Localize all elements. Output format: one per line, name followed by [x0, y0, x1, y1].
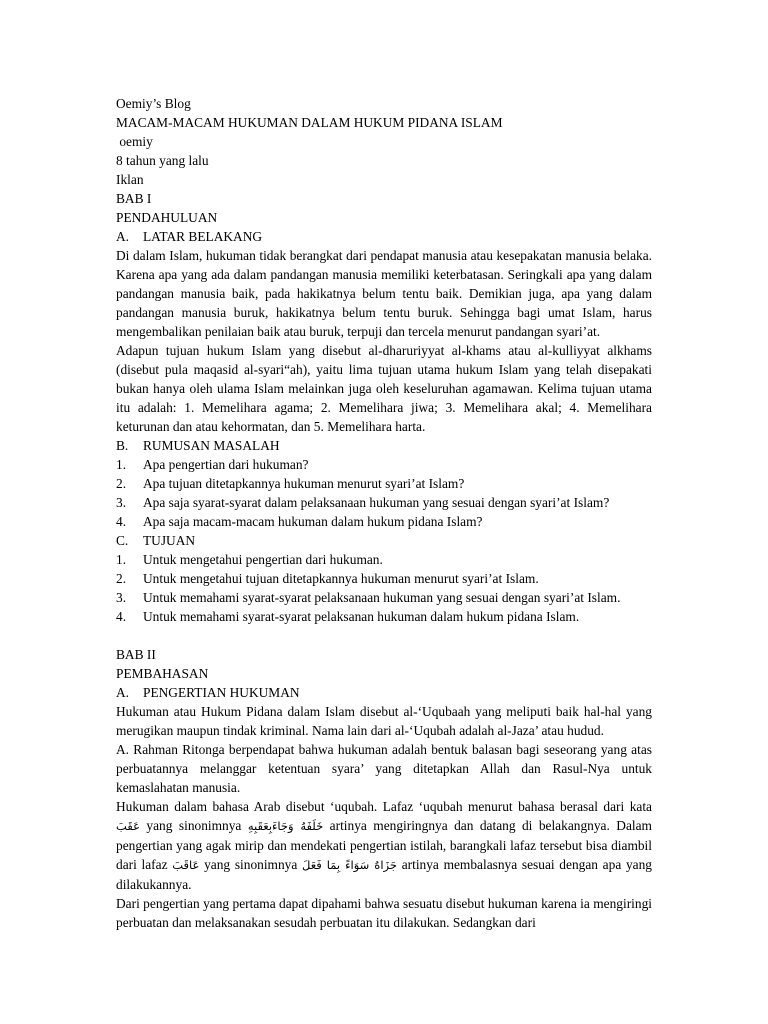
section-title: TUJUAN	[143, 533, 196, 548]
section-title: LATAR BELAKANG	[143, 229, 263, 244]
post-date: 8 tahun yang lalu	[116, 153, 209, 168]
list-number: 1.	[116, 457, 127, 472]
list-number: 2.	[116, 571, 127, 586]
author-label[interactable]: oemiy	[119, 134, 153, 149]
paragraph-pengertian-2: A. Rahman Ritonga berpendapat bahwa hukuman adalah bentuk balasan bagi seseorang yang atas perbuatannya melanggar ketentuan syara’ yang ditetapkan Allah dan Rasul-Nya untuk kemaslahatan manusia.	[116, 742, 652, 795]
arabic-term: عَقَبَ	[116, 819, 140, 833]
section-heading-tujuan	[116, 531, 652, 550]
list-text: Untuk memahami syarat-syarat pelaksanaan hukuman yang sesuai dengan syari’at Islam.	[143, 590, 621, 605]
list-text: Untuk mengetahui pengertian dari hukuman.	[143, 552, 383, 567]
text-run: Hukuman dalam bahasa Arab disebut ‘uqubah. Lafaz ‘uqubah menurut bahasa berasal dari kata	[116, 799, 652, 814]
list-number: 1.	[116, 552, 127, 567]
list-item	[116, 588, 652, 607]
paragraph-latar-belakang-2: Adapun tujuan hukum Islam yang disebut al-dharuriyyat al-khams atau al-kulliyyat alkhams (disebut pula maqasid al-syari“ah), yaitu lima tujuan utama hukum Islam yang telah disepakati bukan hanya oleh ulama Islam melainkan juga oleh keseluruhan agamawan. Kelima tujuan utama itu adalah: 1. Memelihara agama; 2. Memelihara jiwa; 3. Memelihara akal; 4. Memelihara keturunan dan atau kehormatan, dan 5. Memelihara harta.	[116, 343, 652, 434]
list-number: 2.	[116, 476, 127, 491]
text-run: artinya mengiringnya dan datang di belakangnya. Dalam pengertian yang agak mirip dan mendekati pengertian istilah, barangkali lafaz tersebut bisa diambil dari lafaz	[116, 818, 652, 872]
paragraph-pengertian-4: Dari pengertian yang pertama dapat dipahami bahwa sesuatu disebut hukuman karena ia mengiringi perbuatan dan melaksanakan sesudah perbuatan itu dilakukan. Sedangkan dari	[116, 896, 652, 930]
rumusan-masalah-list	[116, 455, 652, 531]
tujuan-list	[116, 550, 652, 626]
paragraph-pengertian-1: Hukuman atau Hukum Pidana dalam Islam disebut al-‘Uqubaah yang meliputi baik hal-hal yang merugikan maupun tindak kriminal. Nama lain dari al-‘Uqubah adalah al-Jaza’ atau hudud.	[116, 704, 652, 738]
list-item	[116, 493, 652, 512]
paragraph-pengertian-3	[116, 797, 652, 894]
section-heading-pengertian-hukuman	[116, 683, 652, 702]
list-item	[116, 569, 652, 588]
list-text: Untuk memahami syarat-syarat pelaksanan hukuman dalam hukum pidana Islam.	[143, 609, 580, 624]
text-run: yang sinonimnya	[204, 857, 298, 872]
section-letter: A.	[116, 229, 130, 244]
blank-line	[116, 626, 652, 645]
list-number: 4.	[116, 514, 127, 529]
bab2-heading: BAB II	[116, 647, 156, 662]
list-text: Untuk mengetahui tujuan ditetapkannya hukuman menurut syari’at Islam.	[143, 571, 539, 586]
arabic-term: خَلَفَهُ وَجَاءَبِعَقَبِهِ	[247, 819, 324, 833]
list-item	[116, 550, 652, 569]
list-item	[116, 512, 652, 531]
paragraph-latar-belakang-1: Di dalam Islam, hukuman tidak berangkat dari pendapat manusia atau kesepakatan manusia belaka. Karena apa yang ada dalam pandangan manusia memiliki keterbatasan. Seringkali apa yang dalam pandangan manusia baik, pada hakikatnya belum tentu baik. Demikian juga, apa yang dalam pandangan manusia buruk, hakikatnya belum tentu buruk. Sehingga bagi umat Islam, harus mengembalikan penilaian baik atau buruk, terpuji dan tercela menurut pandangan syari’at.	[116, 248, 652, 339]
list-item	[116, 474, 652, 493]
blog-title[interactable]: Oemiy’s Blog	[116, 96, 191, 111]
author-name[interactable]	[116, 132, 652, 151]
bab1-subheading: PENDAHULUAN	[116, 210, 218, 225]
bab1-heading: BAB I	[116, 191, 152, 206]
list-number: 3.	[116, 495, 127, 510]
section-letter: C.	[116, 533, 129, 548]
article-content	[116, 94, 652, 932]
section-letter: B.	[116, 438, 129, 453]
list-number: 3.	[116, 590, 127, 605]
list-number: 4.	[116, 609, 127, 624]
section-heading-rumusan-masalah	[116, 436, 652, 455]
article-title: MACAM-MACAM HUKUMAN DALAM HUKUM PIDANA ISLAM	[116, 115, 503, 130]
ad-label: Iklan	[116, 172, 144, 187]
bab2-subheading: PEMBAHASAN	[116, 666, 209, 681]
arabic-term: جَزَاهُ سَوَاءً بِمَا فَعَلَ	[302, 858, 397, 872]
list-item	[116, 455, 652, 474]
section-title: PENGERTIAN HUKUMAN	[143, 685, 300, 700]
list-text: Apa tujuan ditetapkannya hukuman menurut syari’at Islam?	[143, 476, 465, 491]
list-text: Apa pengertian dari hukuman?	[143, 457, 309, 472]
section-letter: A.	[116, 685, 130, 700]
section-heading-latar-belakang	[116, 227, 652, 246]
list-text: Apa saja macam-macam hukuman dalam hukum pidana Islam?	[143, 514, 483, 529]
text-run: artinya membalasnya sesuai dengan apa yang dilakukannya.	[116, 857, 652, 892]
section-title: RUMUSAN MASALAH	[143, 438, 280, 453]
list-item	[116, 607, 652, 626]
arabic-term: عَاقَبَ	[172, 858, 200, 872]
text-run: yang sinonimnya	[146, 818, 242, 833]
list-text: Apa saja syarat-syarat dalam pelaksanaan hukuman yang sesuai dengan syari’at Islam?	[143, 495, 610, 510]
